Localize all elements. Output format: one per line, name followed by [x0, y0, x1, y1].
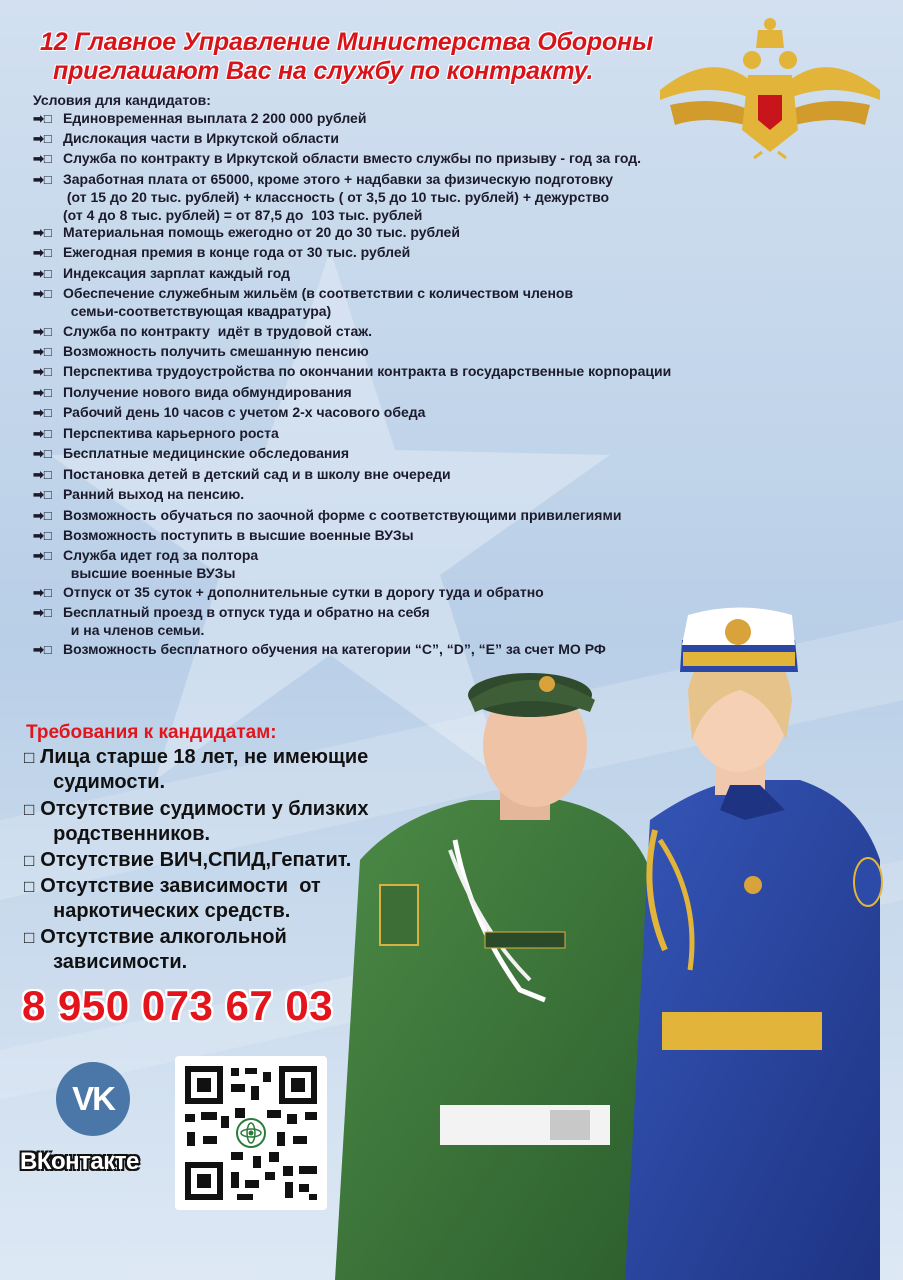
condition-item	[33, 527, 753, 544]
condition-item	[33, 547, 753, 564]
arrow-right-icon: ➡□	[33, 131, 52, 146]
condition-item	[33, 130, 753, 147]
condition-text: семьи-соответствующая квадратура)	[63, 303, 332, 319]
vk-logo-icon[interactable]	[56, 1062, 130, 1136]
requirement-text: Отсутствие ВИЧ,СПИД,Гепатит.	[40, 849, 352, 871]
requirement-item	[24, 745, 368, 770]
condition-text: Отпуск от 35 суток + дополнительные сутки в дорогу туда и обратно	[63, 584, 544, 600]
condition-text: и на членов семьи.	[63, 622, 205, 638]
poster-title	[40, 28, 660, 86]
requirements-heading: Требования к кандидатам:	[26, 722, 277, 743]
condition-text: Получение нового вида обмундирования	[63, 384, 352, 400]
condition-item	[33, 110, 753, 127]
arrow-right-icon: ➡□	[33, 286, 52, 301]
condition-item	[33, 584, 753, 601]
arrow-right-icon: ➡□	[33, 508, 52, 523]
condition-item	[33, 425, 753, 442]
condition-text: (от 4 до 8 тыс. рублей) = от 87,5 до 103 тыс. рублей	[63, 207, 423, 223]
condition-text: Индексация зарплат каждый год	[63, 265, 290, 281]
condition-item	[33, 384, 753, 401]
checkbox-bullet-icon: □	[24, 800, 35, 819]
condition-text: Служба по контракту в Иркутской области вместо службы по призыву - год за год.	[63, 150, 641, 166]
requirement-text: зависимости.	[42, 951, 188, 973]
condition-item	[33, 363, 753, 380]
condition-text: Служба по контракту идёт в трудовой стаж.	[63, 323, 373, 339]
checkbox-bullet-icon: □	[24, 877, 35, 896]
arrow-right-icon: ➡□	[33, 585, 52, 600]
requirement-text: наркотических средств.	[42, 900, 291, 922]
condition-text: Возможность бесплатного обучения на категории “C”, “D”, “E” за счет МО РФ	[63, 641, 606, 657]
arrow-right-icon: ➡□	[33, 487, 52, 502]
checkbox-bullet-icon: □	[24, 851, 35, 870]
checkbox-bullet-icon: □	[24, 748, 35, 767]
condition-item	[33, 445, 753, 462]
condition-text: Перспектива карьерного роста	[63, 425, 279, 441]
condition-text: Служба идет год за полтора	[63, 547, 259, 563]
qr-code-icon[interactable]	[175, 1056, 327, 1210]
requirement-item	[24, 925, 287, 950]
requirement-text: судимости.	[42, 771, 166, 793]
condition-text: Постановка детей в детский сад и в школу вне очереди	[63, 466, 451, 482]
condition-item	[33, 171, 753, 188]
arrow-right-icon: ➡□	[33, 111, 52, 126]
arrow-right-icon: ➡□	[33, 245, 52, 260]
arrow-right-icon: ➡□	[33, 172, 52, 187]
arrow-right-icon: ➡□	[33, 548, 52, 563]
condition-item	[33, 150, 753, 167]
arrow-right-icon: ➡□	[33, 642, 52, 657]
condition-item	[33, 323, 753, 340]
arrow-right-icon: ➡□	[33, 225, 52, 240]
requirement-item	[24, 848, 351, 873]
arrow-right-icon: ➡□	[33, 405, 52, 420]
condition-item	[33, 466, 753, 483]
condition-item	[33, 244, 753, 261]
condition-item	[33, 265, 753, 282]
arrow-right-icon: ➡□	[33, 344, 52, 359]
title-line-1: 12 Главное Управление Министерства Обороны	[40, 28, 654, 56]
condition-item	[33, 604, 753, 621]
condition-text: Возможность обучаться по заочной форме с соответствующими привилегиями	[63, 507, 622, 523]
condition-text: Заработная плата от 65000, кроме этого + надбавки за физическую подготовку	[63, 171, 613, 187]
conditions-heading: Условия для кандидатов:	[33, 92, 211, 108]
condition-text: Материальная помощь ежегодно от 20 до 30 тыс. рублей	[63, 224, 460, 240]
arrow-right-icon: ➡□	[33, 528, 52, 543]
requirement-item-continuation	[24, 822, 210, 847]
checkbox-bullet-icon: □	[24, 928, 35, 947]
condition-item	[33, 224, 753, 241]
requirement-item-continuation	[24, 899, 290, 924]
arrow-right-icon: ➡□	[33, 605, 52, 620]
requirement-item	[24, 797, 368, 822]
condition-text: Обеспечение служебным жильём (в соответствии с количеством членов	[63, 285, 574, 301]
vk-logo-text: VK	[72, 1080, 114, 1117]
condition-item	[33, 641, 753, 658]
condition-text: Ранний выход на пенсию.	[63, 486, 245, 502]
arrow-right-icon: ➡□	[33, 426, 52, 441]
arrow-right-icon: ➡□	[33, 446, 52, 461]
condition-text: Дислокация части в Иркутской области	[63, 130, 339, 146]
condition-item	[33, 404, 753, 421]
arrow-right-icon: ➡□	[33, 467, 52, 482]
condition-item	[33, 507, 753, 524]
condition-text: Бесплатный проезд в отпуск туда и обратно на себя	[63, 604, 430, 620]
condition-text: высшие военные ВУЗы	[63, 565, 236, 581]
arrow-right-icon: ➡□	[33, 324, 52, 339]
condition-item	[33, 285, 753, 302]
condition-text: Ежегодная премия в конце года от 30 тыс. рублей	[63, 244, 411, 260]
arrow-right-icon: ➡□	[33, 151, 52, 166]
condition-text: Возможность поступить в высшие военные ВУЗы	[63, 527, 414, 543]
arrow-right-icon: ➡□	[33, 364, 52, 379]
condition-item	[33, 343, 753, 360]
vk-label[interactable]: ВКонтакте	[20, 1148, 139, 1175]
condition-text: Рабочий день 10 часов с учетом 2-х часового обеда	[63, 404, 426, 420]
requirement-item	[24, 874, 321, 899]
requirement-item-continuation	[24, 950, 187, 975]
phone-number[interactable]: 8 950 073 67 03	[22, 982, 334, 1029]
condition-text: Возможность получить смешанную пенсию	[63, 343, 369, 359]
title-line-2: приглашают Вас на службу по контракту.	[53, 57, 594, 85]
condition-text: Перспектива трудоустройства по окончании контракта в государственные корпорации	[63, 363, 672, 379]
condition-text: (от 15 до 20 тыс. рублей) + классность ( от 3,5 до 10 тыс. рублей) + дежурство	[63, 189, 610, 205]
requirement-text: Лица старше 18 лет, не имеющие	[40, 746, 369, 768]
requirement-text: родственников.	[42, 823, 211, 845]
arrow-right-icon: ➡□	[33, 266, 52, 281]
arrow-right-icon: ➡□	[33, 385, 52, 400]
requirement-text: Отсутствие алкогольной	[40, 926, 287, 948]
condition-item	[33, 486, 753, 503]
requirement-text: Отсутствие судимости у близких	[40, 798, 369, 820]
requirement-item-continuation	[24, 770, 165, 795]
condition-text: Единовременная выплата 2 200 000 рублей	[63, 110, 367, 126]
requirement-text: Отсутствие зависимости от	[40, 875, 321, 897]
condition-text: Бесплатные медицинские обследования	[63, 445, 350, 461]
